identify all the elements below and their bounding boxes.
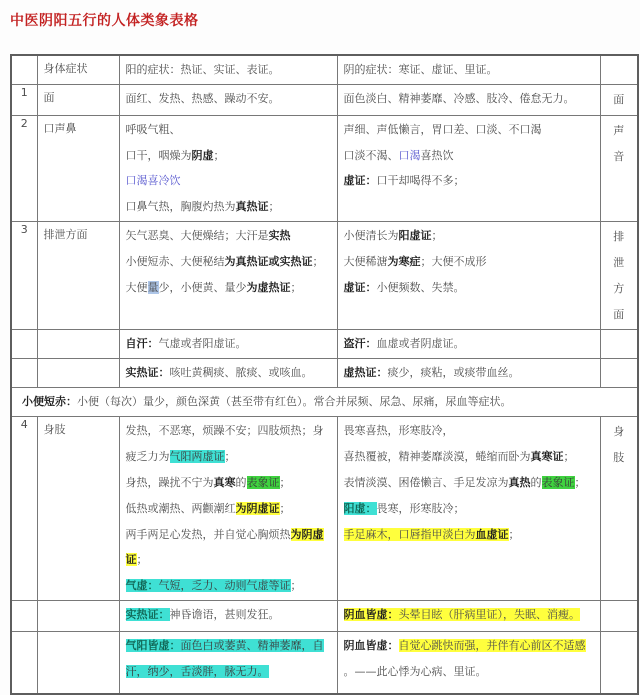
text-line [344,168,594,194]
text-segment: 少，小便黄、量少 [158,280,247,294]
table-row [11,55,638,84]
table-body [11,55,638,694]
cell-number [11,55,37,84]
text-segment: 真寒 [213,475,236,489]
text-segment: 小便频数、失禁。 [376,280,465,294]
text-segment: ； [136,553,148,567]
text-segment: 头晕目眩（肝病里证），失眠、消瘦。 [398,608,580,622]
cell-yang-symptoms [119,601,337,632]
cell-side-label [600,84,638,115]
text-segment: 盗汗： [343,337,377,351]
text-segment: 量 [147,280,159,294]
cell-side-label [600,601,638,632]
text-line [344,57,594,83]
text-segment: ； [290,579,302,593]
cell-full-note [11,388,638,417]
text-segment: 口渴 [398,148,421,162]
text-segment: 两手两足心发热，并自觉心胸烦热 [125,527,291,541]
cell-yang-symptoms [119,222,337,330]
cell-number: 2 [11,115,37,221]
text-segment: 低热或潮热、两颧潮红 [125,501,236,515]
text-segment: 咳吐黄稠痰、脓痰、或咳血。 [169,366,313,380]
text-segment: 真热 [508,475,531,489]
cell-label: 面 [37,84,119,115]
text-segment: 虚证： [343,280,377,294]
text-segment: 气阳两虚证 [169,449,225,463]
text-segment: 声细、声低懒言，胃口差、口淡、不口渴 [343,122,542,136]
text-segment: 为阴虚证 [235,501,280,515]
text-segment: ； [431,229,443,243]
text-line [126,602,331,628]
text-segment: 气阳皆虚： [125,639,181,653]
text-segment: ； [312,254,324,268]
cell-yang-symptoms [119,359,337,388]
side-label-char: 方 [613,281,625,295]
text-line [126,223,331,249]
text-line [344,522,594,548]
table-row [11,632,638,695]
side-label-char: 声 [613,123,625,137]
text-line [126,275,331,301]
cell-yang-symptoms [119,84,337,115]
text-line [344,602,594,628]
cell-number [11,632,37,695]
text-line [126,249,331,275]
text-segment: 小便短赤、大便秘结 [125,254,225,268]
text-segment: ； [268,200,280,214]
text-segment: 血虚证 [475,527,509,541]
text-segment: 自汗： [125,337,159,351]
cell-yang-symptoms [119,330,337,359]
cell-side-label [600,55,638,84]
text-segment: 矢气恶臭、大便燥结；大汗是 [125,229,269,243]
cell-yang-symptoms [119,417,337,601]
text-line [126,573,331,599]
cell-number: 4 [11,417,37,601]
text-line [344,117,594,143]
cell-side-label [600,115,638,221]
text-line [126,117,331,143]
text-segment: 大便 [125,280,148,294]
text-segment: 的 [235,475,247,489]
cell-yang-symptoms [119,632,337,695]
text-segment: ； [574,475,586,489]
text-segment: 实热证： [125,366,170,380]
cell-yin-symptoms [337,359,600,388]
text-segment: 为虚热证 [246,280,291,294]
text-line [344,418,594,444]
text-line [126,633,331,685]
text-line [344,275,594,301]
text-line [344,360,594,386]
cell-label [37,632,119,695]
cell-yin-symptoms [337,84,600,115]
text-segment: ； [279,475,291,489]
side-label-char: 音 [613,149,625,163]
text-segment: 表象证 [541,475,575,489]
text-line [126,470,331,496]
text-line [344,143,594,169]
cell-yin-symptoms [337,222,600,330]
cell-yin-symptoms [337,601,600,632]
text-segment: 气虚： [125,579,159,593]
text-segment: 口淡不渴、 [343,148,399,162]
table-row [11,84,638,115]
text-segment: 阳虚证 [398,229,432,243]
text-segment: 呼吸气粗、 [125,122,181,136]
text-segment: 为真热证或实热证 [224,254,313,268]
cell-number [11,330,37,359]
text-segment: 实热证： [125,608,170,622]
text-line [126,418,331,470]
cell-label: 身体症状 [37,55,119,84]
text-segment: 为阴虚证 [125,527,324,567]
text-segment: 大便稀溏 [343,254,388,268]
text-segment: 虚证： [343,174,377,188]
text-segment: 阳虚： [343,501,377,515]
table-row [11,222,638,330]
side-label-char: 面 [613,92,625,106]
cell-yin-symptoms [337,55,600,84]
cell-label [37,359,119,388]
text-segment: 实热 [268,229,291,243]
text-line [344,633,594,659]
side-label-char: 排 [613,230,625,244]
text-segment: 血虚或者阴虚证。 [376,337,465,351]
cell-yang-symptoms [119,115,337,221]
text-segment: ；大便不成形 [420,254,487,268]
text-segment: 口鼻气热，胸腹灼热为 [125,200,236,214]
text-segment: 阴血皆虚： [343,608,399,622]
text-line [344,444,594,470]
text-segment: ； [279,501,291,515]
text-segment: 畏寒喜热，形寒肢冷， [343,424,454,438]
text-segment: 。——此心悸为心病、里证。 [343,664,487,678]
text-segment: 真寒证 [530,449,564,463]
text-segment: 小便清长为 [343,229,399,243]
text-segment: 阳的症状：热证、实证、表证。 [125,63,280,76]
text-segment: 表情淡漠、困倦懒言、手足发凉为 [343,475,509,489]
text-line [126,168,331,194]
text-line [22,389,631,415]
cell-number: 3 [11,222,37,330]
text-segment: 口干却喝得不多； [376,174,465,188]
table-row [11,330,638,359]
cell-side-label [600,417,638,601]
cell-yin-symptoms [337,417,600,601]
text-line [126,86,331,112]
cell-side-label [600,359,638,388]
text-segment: 自觉心跳快而强，并伴有心前区不适感 [398,639,586,653]
text-line [344,470,594,496]
text-segment: 面色淡白、精神萎靡、冷感、肢冷、倦怠无力。 [343,91,575,105]
cell-yin-symptoms [337,115,600,221]
side-label-char: 泄 [613,255,625,269]
text-segment: 的 [530,475,542,489]
text-segment: 阴血皆虚： [343,639,399,653]
cell-side-label [600,222,638,330]
text-segment: 气虚或者阳虚证。 [158,337,247,351]
cell-number: 1 [11,84,37,115]
text-segment: 面红、发热、热感、躁动不安。 [125,91,280,105]
text-line [126,143,331,169]
table-row [11,359,638,388]
text-segment: 喜热覆被，精神萎靡淡漠，蜷缩而卧为 [343,449,531,463]
cell-label [37,601,119,632]
text-segment: 面色白或萎黄、精神萎靡，自汗，纳少，舌淡胖，脉无力。 [125,639,324,678]
cell-yin-symptoms [337,330,600,359]
cell-number [11,601,37,632]
text-segment: ； [563,449,575,463]
text-line [126,496,331,522]
cell-yin-symptoms [337,632,600,695]
text-line [344,331,594,357]
cell-yang-symptoms [119,55,337,84]
text-segment: 表象证 [246,475,280,489]
table-row [11,388,638,417]
text-line [126,360,331,386]
text-line [344,223,594,249]
text-segment: 痰少，痰粘，或痰带血丝。 [387,366,520,380]
text-segment: 阴的症状：寒证、虚证、里证。 [343,63,498,76]
text-segment: ； [224,449,236,463]
cell-side-label [600,330,638,359]
side-label-char: 身 [613,425,625,439]
text-segment: 口干，咽燥为 [125,148,192,162]
text-segment: 手足麻木，口唇指甲淡白为 [343,527,476,541]
text-segment: 小便（每次）量少，颜色深黄（甚至带有红色）。常合并尿频、尿急、尿痛，尿血等症状。 [77,395,512,409]
text-segment: 小便短赤： [22,395,77,409]
page-title: 中医阴阳五行的人体类象表格 [10,13,199,29]
text-segment: 气短，乏力、动则气虚等证 [158,579,291,593]
text-segment: ； [213,148,225,162]
text-segment: ； [508,527,520,541]
cell-label: 身肢 [37,417,119,601]
cell-side-label [600,632,638,695]
text-segment: 阴虚 [191,148,214,162]
cell-label [37,330,119,359]
text-line [126,194,331,220]
text-line [344,249,594,275]
cell-label: 口声鼻 [37,115,119,221]
text-segment: 真热证 [235,200,269,214]
text-segment: 口渴喜冷饮 [125,174,181,188]
cell-number [11,359,37,388]
text-segment: 虚热证： [343,366,388,380]
text-line [126,522,331,574]
text-segment: 身热，躁扰不宁为 [125,475,214,489]
text-line [344,86,594,112]
table-row [11,417,638,601]
table-row [11,601,638,632]
text-segment: 神昏谵语，甚则发狂。 [169,608,280,622]
side-label-char: 肢 [613,450,625,464]
text-segment: 发热，不恶寒，烦躁不安；四肢烦热；身疲乏力为 [125,424,324,463]
table-row [11,115,638,221]
text-line [126,57,331,83]
text-segment: ； [290,280,302,294]
text-line [344,496,594,522]
side-label-char: 面 [613,307,625,321]
text-line [344,659,594,685]
cell-label: 排泄方面 [37,222,119,330]
text-segment: 喜热饮 [420,148,454,162]
text-line [126,331,331,357]
text-segment: 畏寒，形寒肢冷； [376,501,465,515]
tcm-symptom-table [10,54,639,695]
text-segment: 为寒症 [387,254,421,268]
